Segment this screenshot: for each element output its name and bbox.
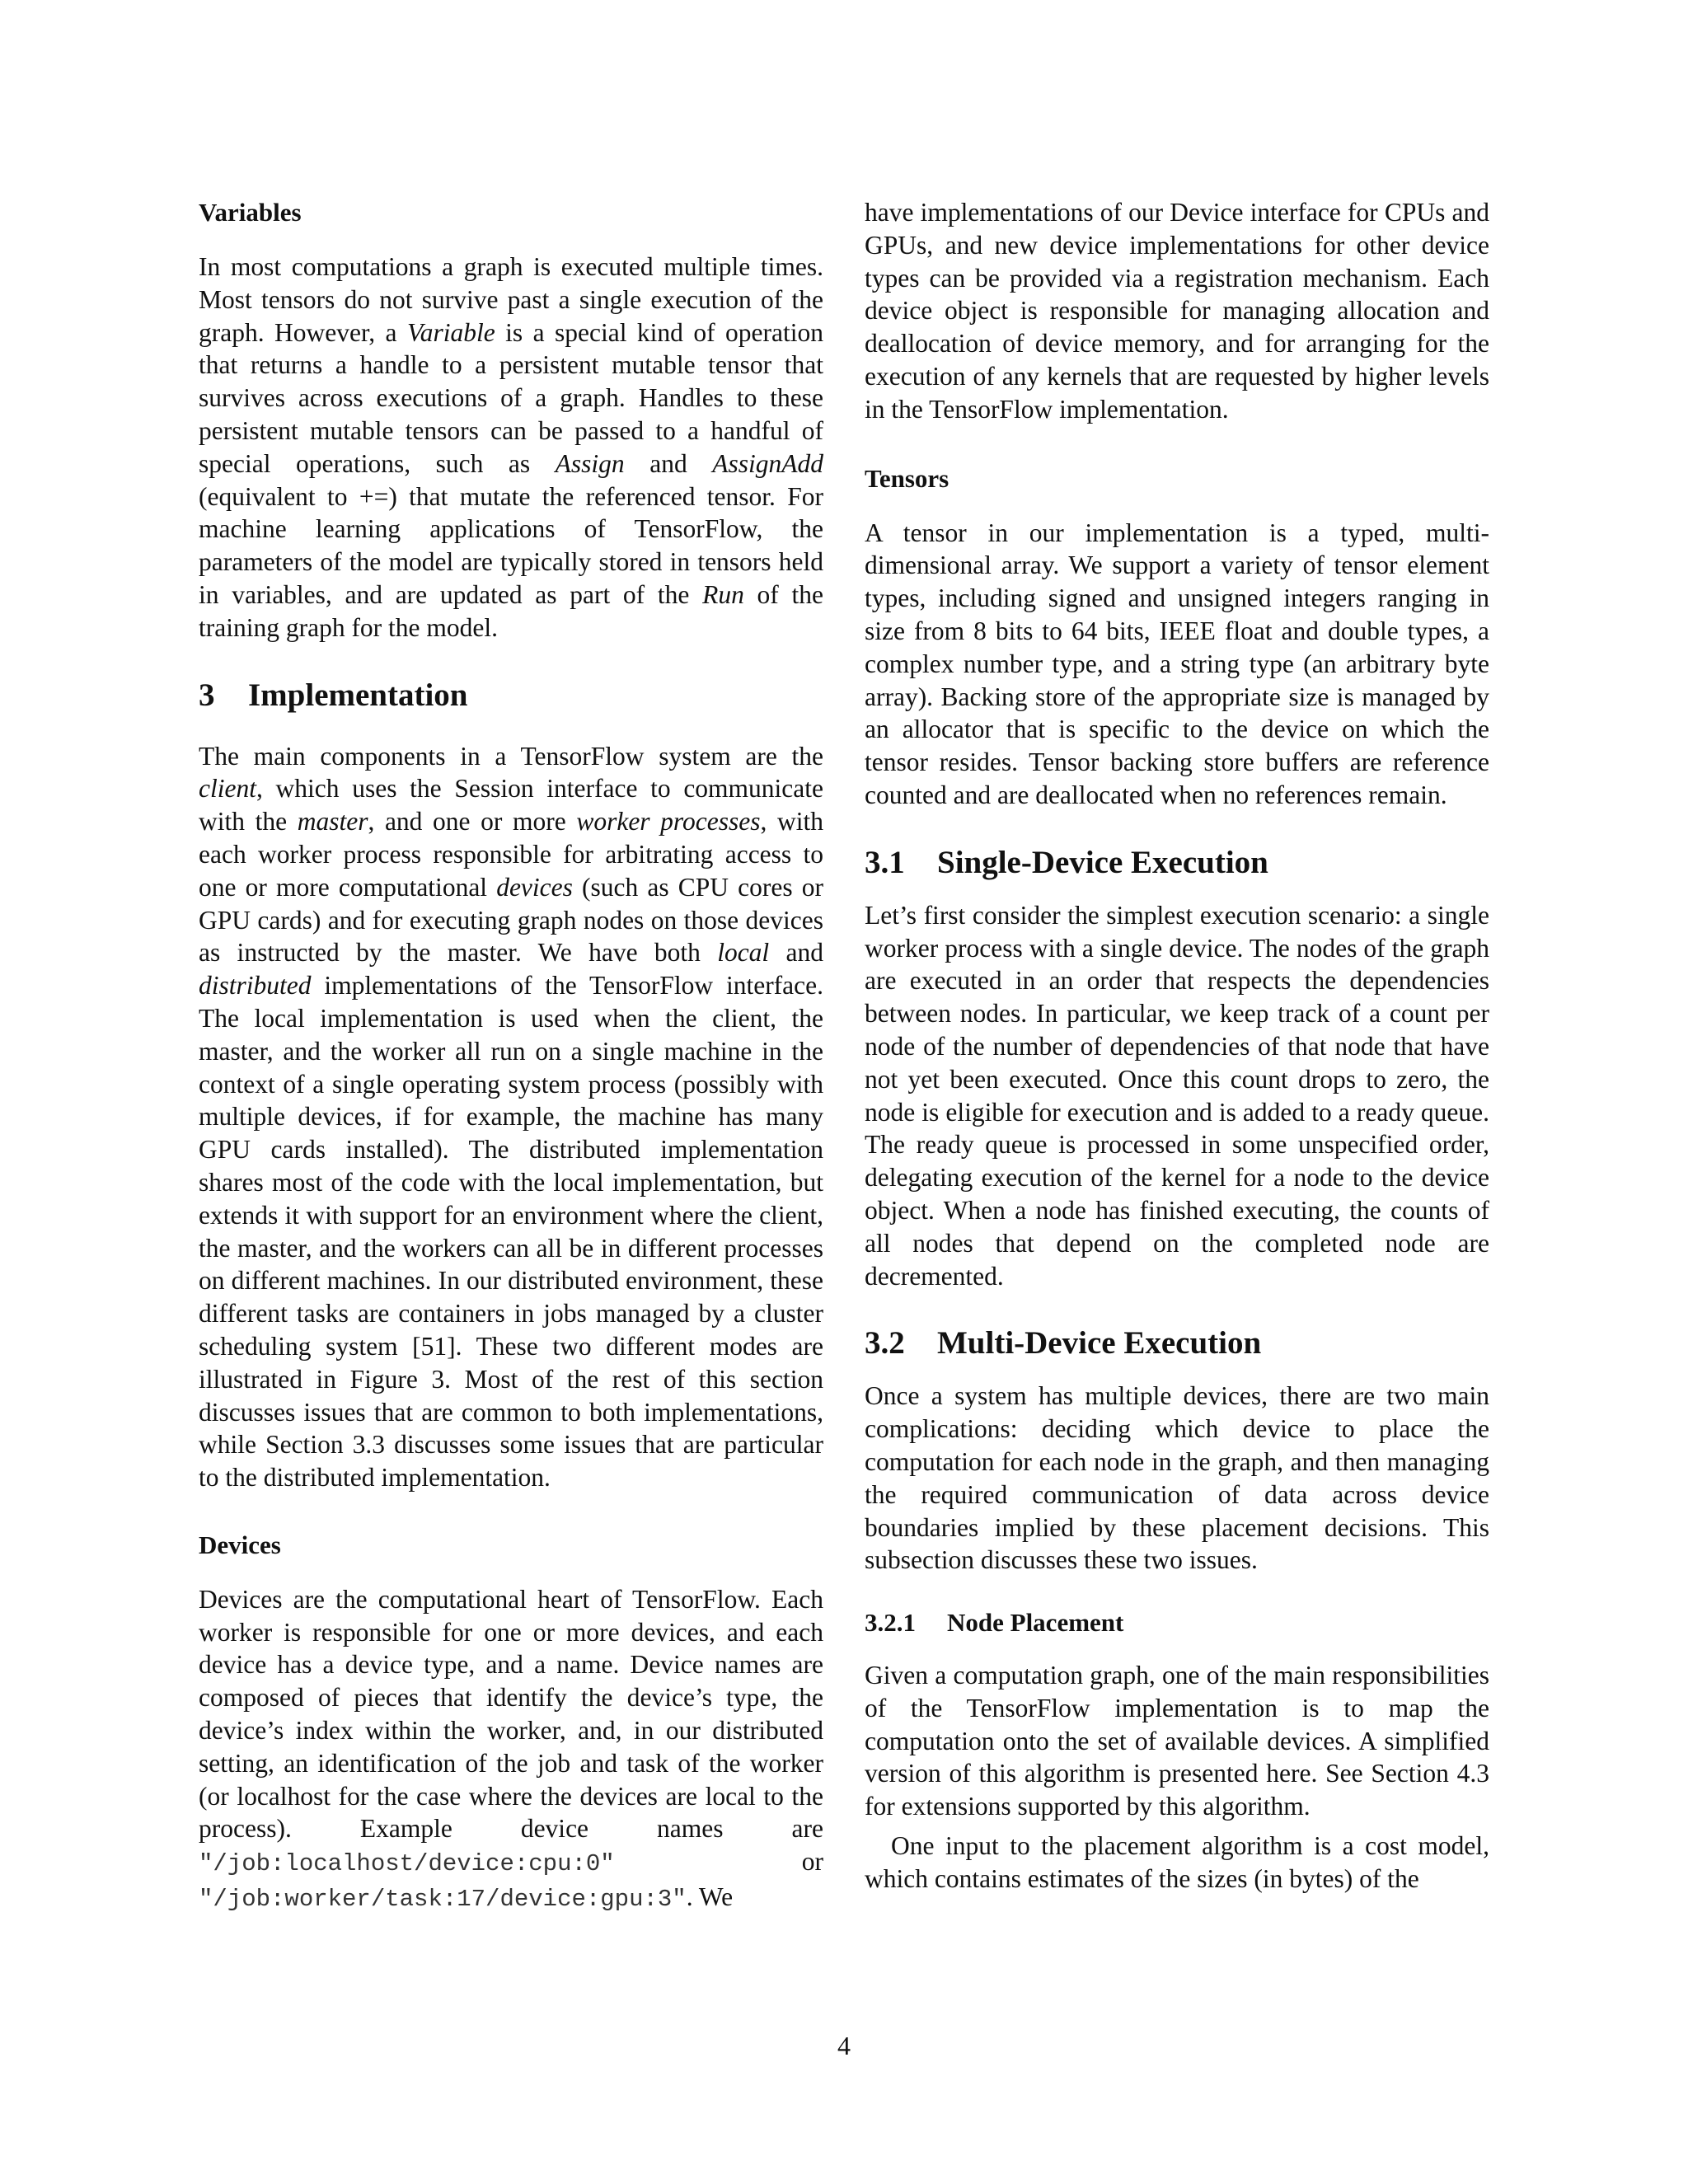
page-number: 4 — [837, 2031, 851, 2060]
section-number: 3.1 — [865, 844, 905, 880]
tensors-paragraph: A tensor in our implementation is a typed, multi-dimensional array. We support a variety of tensor element types, including signed and unsigned integers ranging in size from 8 bits to 64 bits, IEEE float and double types, a complex number type, and a string type (an arbitrary byte array). Backing store of the appropriate size is managed by an allocator that is specific to the device on which the tensor resides. Tensor backing store buffers are reference counted and are deallocated when no references remain. — [865, 518, 1489, 809]
subsection-number: 3.2.1 — [865, 1608, 916, 1638]
subsection-title: Node Placement — [947, 1608, 1124, 1638]
variables-heading: Variables — [199, 198, 302, 227]
node-placement-paragraph-1: Given a computation graph, one of the main responsibilities of the TensorFlow implementation is to map the computation onto the set of available devices. A simplified version of this algorithm is presented here. See Section 4.3 for extensions supported by this algorithm. — [865, 1661, 1489, 1821]
devices-continued-paragraph: have implementations of our Device interface for CPUs and GPUs, and new device implementations for other device types can be provided via a registration mechanism. Each device object is responsible for managing allocation and deallocation of device memory, and for arranging for the execution of any kernels that are requested by higher levels in the TensorFlow implementation. — [865, 198, 1489, 424]
implementation-paragraph: The main components in a TensorFlow system are the client, which uses the Session interface to communicate with the master, and one or more worker processes, with each worker process responsible for arbitrating access to one or more computational devices (such as CPU cores or GPU cards) and for executing graph nodes on those devices as instructed by the master. We have both local and distributed implementations of the TensorFlow interface. The local implementation is used when the client, the master, and the worker all run on a single machine in the context of a single operating system process (possibly with multiple devices, if for example, the machine has many GPU cards installed). The distributed implementation shares most of the code with the local implementation, but extends it with support for an environment where the client, the master, and the workers can all be in different processes on different machines. In our distributed environment, these different tasks are containers in jobs managed by a cluster scheduling system [51]. These two different modes are illustrated in Figure 3. Most of the rest of this section discusses issues that are common to both implementations, while Section 3.3 discusses some issues that are particular to the distributed implementation. — [199, 741, 824, 1493]
section-number: 3.2 — [865, 1325, 905, 1361]
section-3-2-1-heading — [865, 1606, 1489, 1639]
section-3-1-heading — [865, 843, 1489, 883]
multi-device-paragraph: Once a system has multiple devices, there are two main complications: deciding which device to place the computation for each node in the graph, and then managing the required communication of data across device boundaries implied by these placement decisions. This subsection discusses these two issues. — [865, 1381, 1489, 1575]
section-title: Implementation — [248, 677, 468, 713]
section-number: 3 — [199, 677, 215, 713]
section-3-heading — [199, 676, 823, 715]
devices-heading: Devices — [199, 1530, 281, 1559]
section-3-2-heading — [865, 1324, 1489, 1363]
right-column — [865, 196, 1489, 1896]
code-device-name-gpu: "/job:worker/task:17/device:gpu:3" — [199, 1886, 687, 1914]
left-column — [199, 196, 823, 1916]
node-placement-paragraph-2: One input to the placement algorithm is a cost model, which contains estimates of the sizes (in bytes) of the — [865, 1831, 1489, 1893]
section-title: Multi-Device Execution — [937, 1325, 1262, 1361]
section-title: Single-Device Execution — [937, 844, 1268, 880]
code-device-name-cpu: "/job:localhost/device:cpu:0" — [199, 1850, 615, 1878]
variables-paragraph: In most computations a graph is executed multiple times. Most tensors do not survive past a single execution of the graph. However, a Variable is a special kind of operation that returns a handle to a persistent mutable tensor that survives across executions of a graph. Handles to these persistent mutable tensors can be passed to a handful of special operations, such as Assign and AssignAdd (equivalent to +=) that mutate the referenced tensor. For machine learning applications of TensorFlow, the parameters of the model are typically stored in tensors held in variables, and are updated as part of the Run of the training graph for the model. — [199, 252, 824, 642]
single-device-paragraph: Let’s first consider the simplest execution scenario: a single worker process with a single device. The nodes of the graph are executed in an order that respects the dependencies between nodes. In particular, we keep track of a count per node of the number of dependencies of that node that have not yet been executed. Once this count drops to zero, the node is eligible for execution and is added to a ready queue. The ready queue is processed in some unspecified order, delegating execution of the kernel for a node to the device object. When a node has finished executing, the counts of all nodes that depend on the completed node are decremented. — [865, 900, 1489, 1291]
tensors-heading: Tensors — [865, 463, 950, 493]
devices-paragraph: Devices are the computational heart of TensorFlow. Each worker is responsible for one or more devices, and each device has a device type, and a name. Device names are composed of pieces that identify the device’s type, the device’s index within the worker, and, in our distributed setting, an identification of the job and task of the worker (or localhost for the case where the devices are local to the process). Example device names are "/job:localhost/device:cpu:0" or "/job:worker/task:17/device:gpu:3". We — [199, 1584, 823, 1914]
